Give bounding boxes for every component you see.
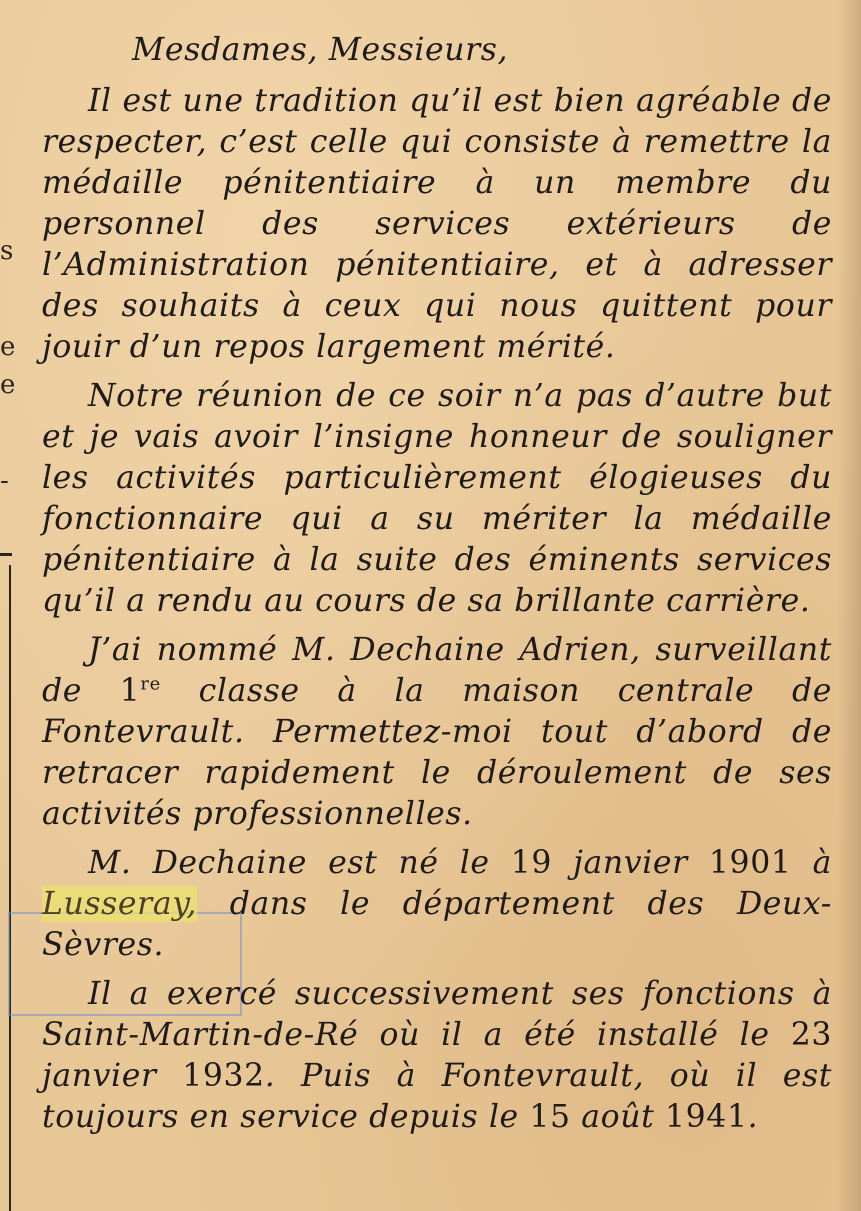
paragraph-reunion: Notre réunion de ce soir n’a pas d’autre but et je vais avoir l’insigne honneur de souligner les activités particulièrement élogieuses du fonctionnaire qui a su mériter la médaille pénitentiaire à la suite des éminents services qu’il a rendu au cours de sa brillante carrière. [42, 378, 832, 619]
birth-day: 19 [510, 845, 553, 881]
install-day: 23 [790, 1017, 832, 1053]
service-year: 1941 [665, 1099, 748, 1135]
margin-mark: s [0, 236, 14, 266]
highlighted-place-name[interactable]: Lusseray, [42, 886, 198, 922]
text-run: classe à la maison centrale de Fontevrault. Permettez-moi tout d’abord de retracer rapidement le déroulement de ses activités professionnelles. [42, 673, 832, 832]
paragraph-nomination [42, 630, 832, 835]
text-run: août [570, 1099, 666, 1135]
paragraph-birth [42, 843, 832, 966]
text-run: janvier [42, 1058, 183, 1094]
column-rule-cap [0, 553, 12, 556]
text-run: à [791, 845, 832, 881]
paragraph-tradition: Il est une tradition qu’il est bien agréable de respecter, c’est celle qui consiste à remettre la médaille pénitentiaire à un membre du personnel des services extérieurs de l’Administration pénitentiaire, et à adresser des souhaits à ceux qui nous quittent pour jouir d’un repos largement mérité. [42, 83, 832, 365]
text-run: janvier [552, 845, 709, 881]
install-year: 1932 [182, 1058, 265, 1094]
speech-text-column [42, 30, 832, 1138]
service-day: 15 [529, 1099, 571, 1135]
margin-mark: e [0, 370, 16, 400]
ordinal-number: 1 [119, 673, 141, 709]
text-run: dans le département des Deux-Sèvres. [42, 886, 832, 963]
paragraph-career [42, 974, 832, 1138]
text-run: . [747, 1099, 759, 1135]
margin-mark: e [0, 332, 16, 362]
margin-mark: - [0, 466, 9, 496]
text-run: J’ai nommé M. Dechaine Adrien, surveillant de [42, 632, 832, 709]
page-edge-shadow [837, 0, 861, 1211]
text-run: . Puis à Fontevrault, où il est toujours en service depuis le [42, 1058, 832, 1135]
column-rule [9, 565, 11, 1211]
salutation: Mesdames, Messieurs, [132, 32, 509, 68]
birth-year: 1901 [708, 845, 792, 881]
text-run: M. Dechaine est né le [88, 845, 511, 881]
ordinal-suffix: re [140, 673, 161, 695]
text-run: Il a exercé successivement ses fonctions à Saint-Martin-de-Ré où il a été installé le [42, 976, 832, 1053]
